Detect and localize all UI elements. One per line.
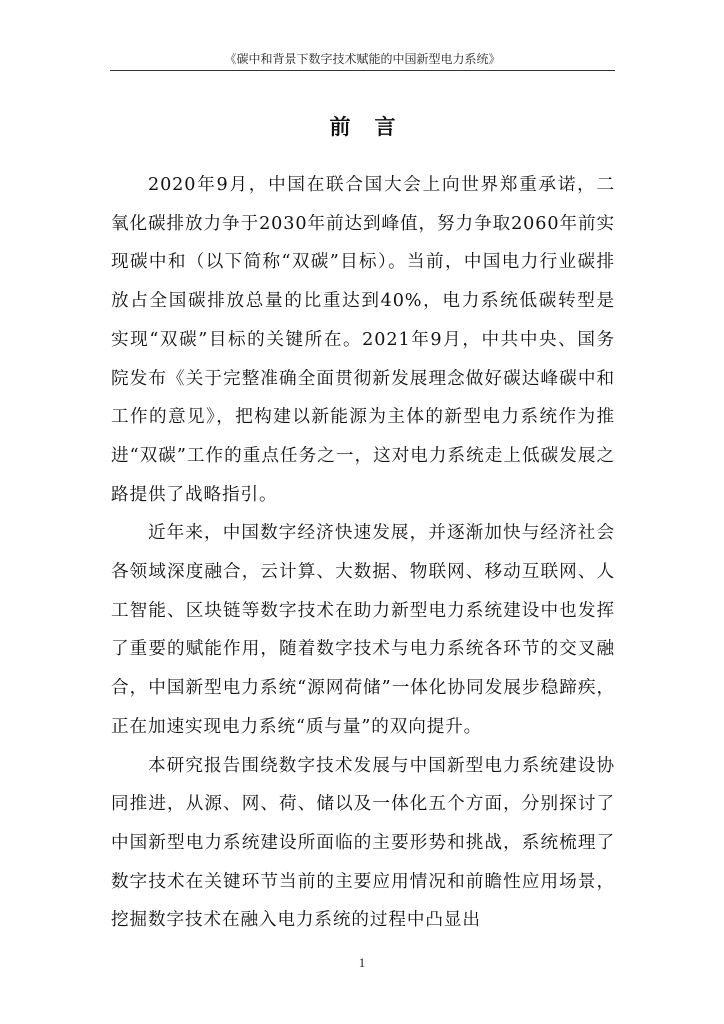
page-number: 1: [358, 955, 366, 970]
paragraph: 本研究报告围绕数字技术发展与中国新型电力系统建设协同推进，从源、网、荷、储以及一体化五个方面，分别探讨了中国新型电力系统建设所面临的主要形势和挑战，系统梳理了数字技术在关键环节当前的主要应用情况和前瞻性应用场景，挖掘数字技术在融入电力系统的过程中凸显出: [111, 755, 615, 931]
paragraph: 2020年9月，中国在联合国大会上向世界郑重承诺，二氧化碳排放力争于2030年前达到峰值，努力争取2060年前实现碳中和（以下简称“双碳”目标）。当前，中国电力行业碳排放占全国碳排放总量的比重达到40%，电力系统低碳转型是实现“双碳”目标的关键所在。2021年9月，中共中央、国务院发布《关于完整准确全面贯彻新发展理念做好碳达峰碳中和工作的意见》，把构建以新能源为主体的新型电力系统作为推进“双碳”工作的重点任务之一，这对电力系统走上低碳发展之路提供了战略指引。: [111, 175, 615, 505]
section-title: 前言: [329, 115, 420, 139]
body-text: [111, 166, 615, 940]
paragraph: 近年来，中国数字经济快速发展，并逐渐加快与经济社会各领域深度融合，云计算、大数据、物联网、移动互联网、人工智能、区块链等数字技术在助力新型电力系统建设中也发挥了重要的赋能作用，随着数字技术与电力系统各环节的交叉融合，中国新型电力系统“源网荷储”一体化协同发展步稳蹄疾，正在加速实现电力系统“质与量”的双向提升。: [111, 523, 615, 737]
running-header: 《碳中和背景下数字技术赋能的中国新型电力系统》: [224, 52, 501, 66]
header-rule: [110, 70, 615, 71]
